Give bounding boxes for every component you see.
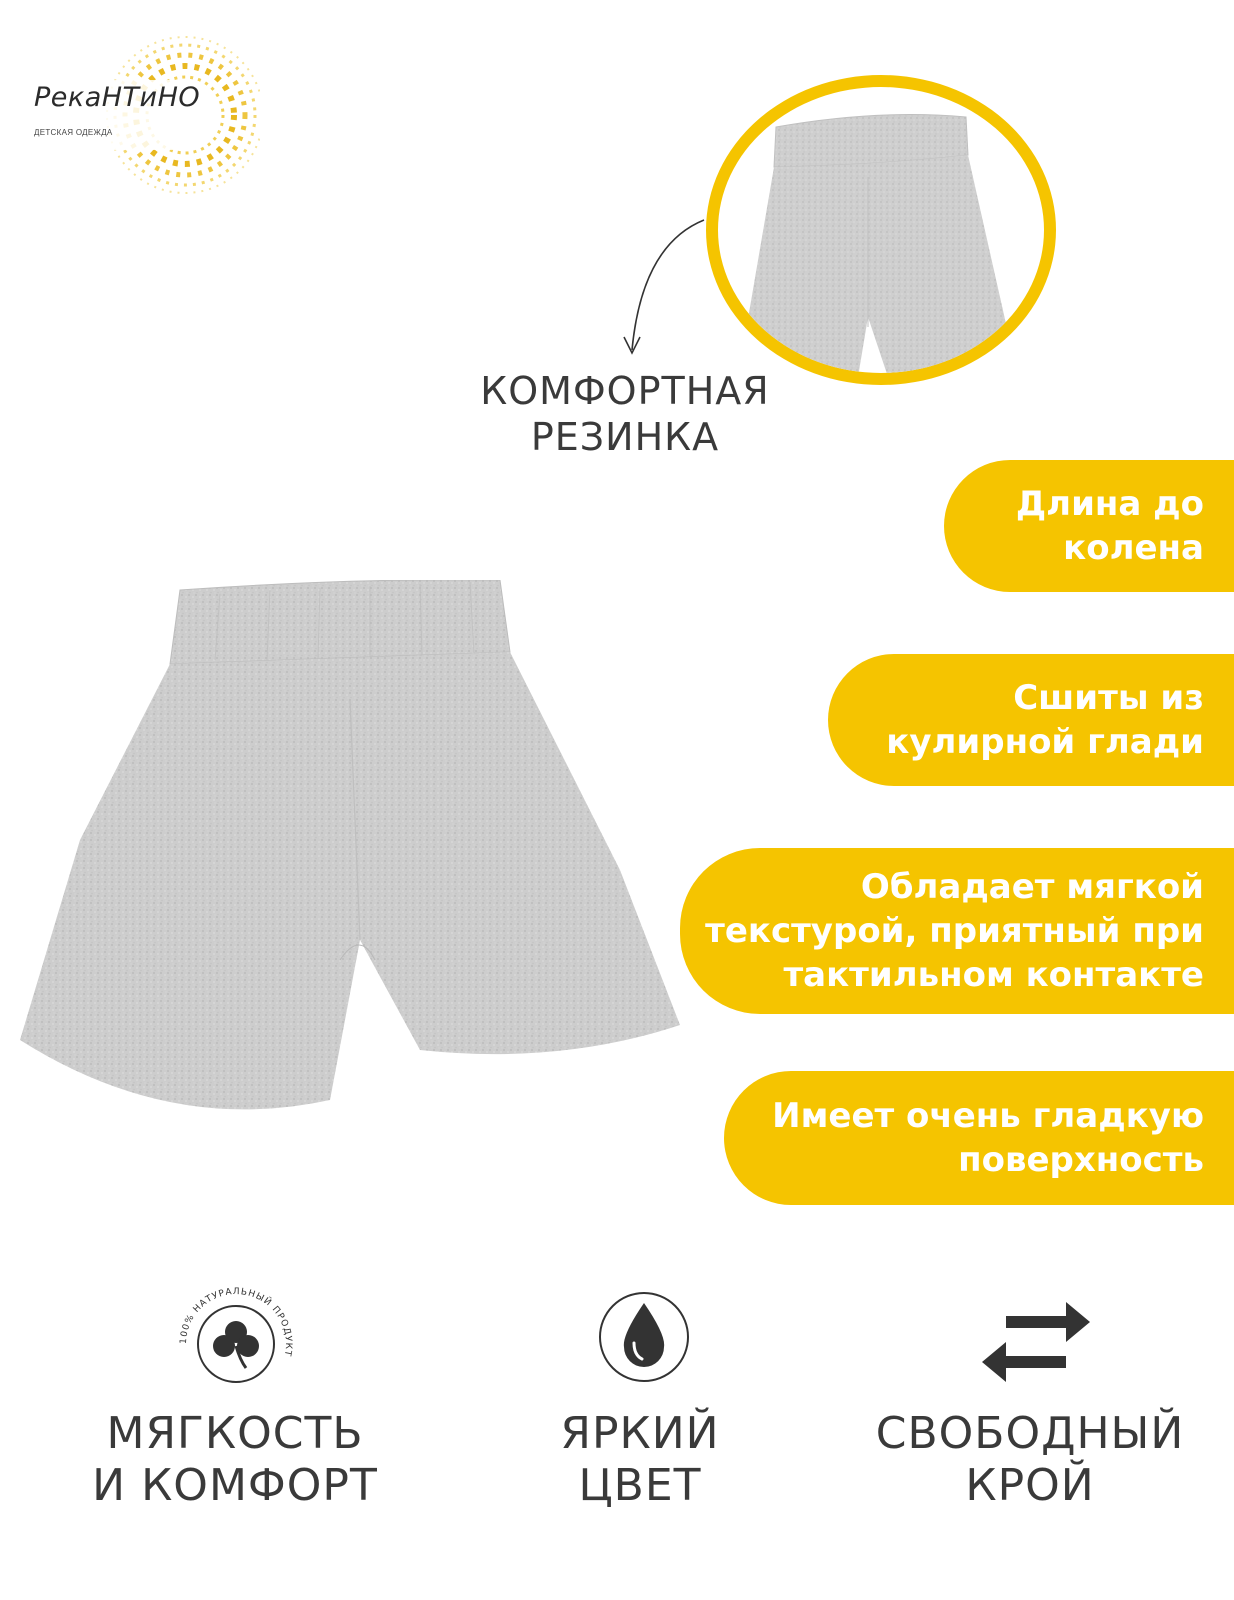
swap-arrows-icon: [976, 1298, 1096, 1388]
feature-pill-fabric: [828, 654, 1234, 786]
feature-fabric-line2: кулирной глади: [886, 722, 1204, 762]
badge-color-label: [460, 1408, 820, 1512]
waistband-caption-line2: РЕЗИНКА: [530, 415, 720, 459]
feature-pill-texture: [680, 848, 1234, 1014]
badge-color-line1: ЯРКИЙ: [560, 1408, 720, 1459]
shorts-product-image: [20, 580, 690, 1140]
feature-length-line1: Длина до: [1015, 484, 1204, 524]
shorts-waistband-image: [718, 87, 1044, 373]
badge-fit-line2: КРОЙ: [965, 1460, 1095, 1511]
feature-texture-line2: текстурой, приятный при: [705, 911, 1204, 951]
badge-softness-line1: МЯГКОСТЬ: [106, 1408, 364, 1459]
feature-fabric-line1: Сшиты из: [1013, 678, 1204, 718]
feature-pill-length: [944, 460, 1234, 592]
brand-tagline: ДЕТСКАЯ ОДЕЖДА: [34, 128, 113, 137]
feature-texture-line1: Обладает мягкой: [860, 867, 1204, 907]
drop-icon: [592, 1285, 696, 1389]
curved-arrow-icon: [612, 215, 712, 365]
waistband-caption: [400, 368, 850, 460]
brand-name: РекаНТиНО: [34, 82, 201, 113]
sun-dots-icon: [20, 30, 260, 200]
badge-color-line2: ЦВЕТ: [578, 1460, 702, 1511]
feature-texture-line3: тактильном контакте: [783, 955, 1204, 995]
waistband-zoom-circle: [706, 75, 1056, 385]
brand-logo: [20, 30, 260, 200]
badge-softness-line2: И КОМФОРТ: [92, 1460, 378, 1511]
clover-badge-ring-text: 100% НАТУРАЛЬНЫЙ ПРОДУКТ: [178, 1286, 294, 1358]
waistband-caption-line1: КОМФОРТНАЯ: [480, 369, 770, 413]
feature-pill-surface: [724, 1071, 1234, 1205]
badge-fit-label: [850, 1408, 1210, 1512]
feature-surface-line1: Имеет очень гладкую: [772, 1096, 1204, 1136]
badge-softness-label: [55, 1408, 415, 1512]
clover-badge-icon: [176, 1284, 296, 1404]
badge-fit-line1: СВОБОДНЫЙ: [875, 1408, 1185, 1459]
feature-surface-line2: поверхность: [958, 1140, 1204, 1180]
feature-length-line2: колена: [1063, 528, 1204, 568]
